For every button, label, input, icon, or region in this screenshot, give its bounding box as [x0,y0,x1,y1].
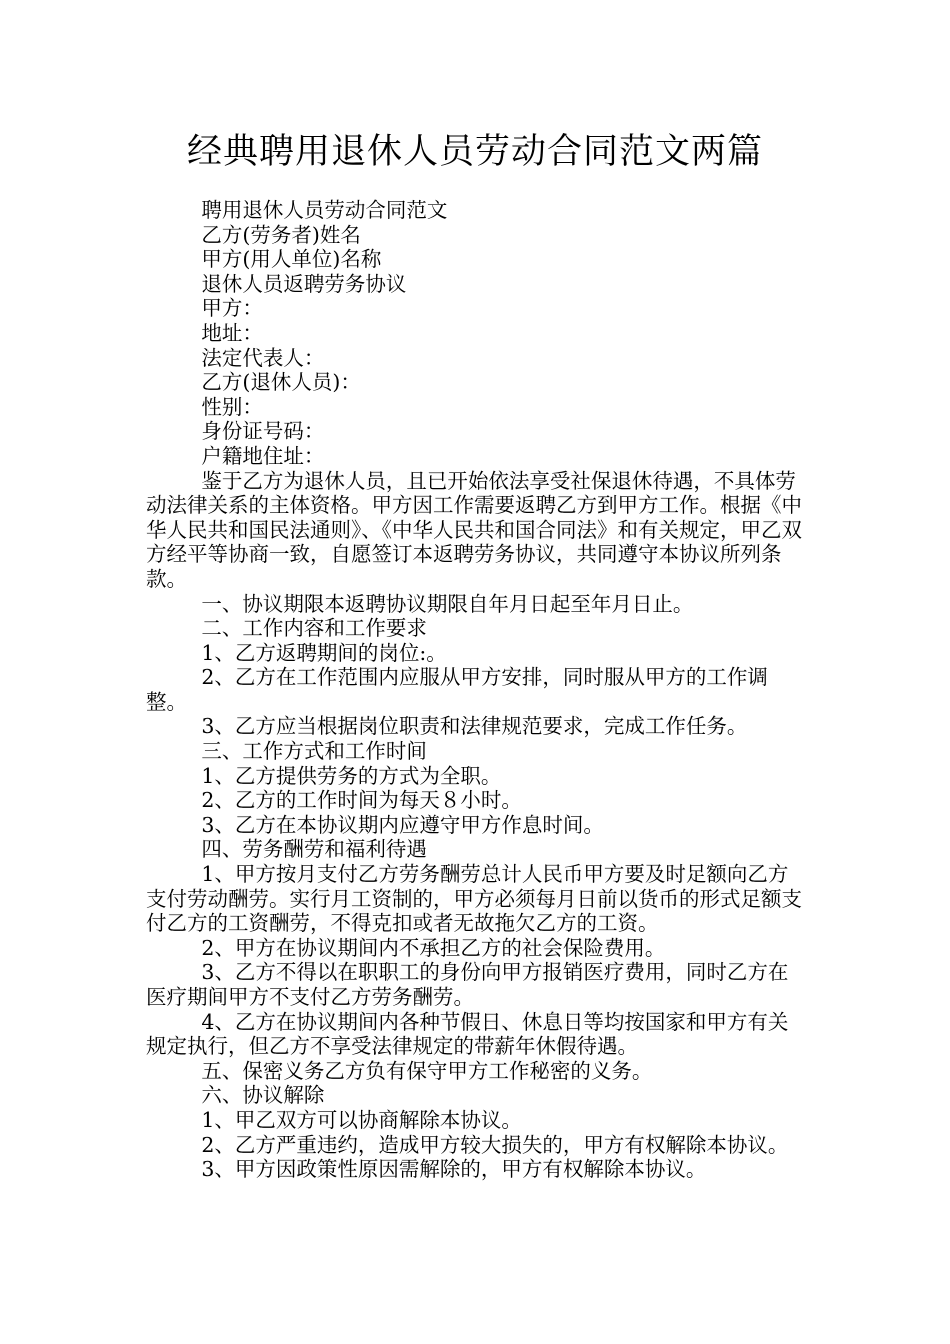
paragraph-section-6-heading: 六、协议解除 [201,1083,325,1108]
paragraph-section-4-item-3: 3、乙方不得以在职职工的身份向甲方报销医疗费用，同时乙方在医疗期间甲方不支付乙方劳务酬劳。 [146,960,789,1009]
paragraph-section-4-item-2: 2、甲方在协议期间内不承担乙方的社会保险费用。 [201,935,666,960]
paragraph-section-2-item-2: 2、乙方在工作范围内应服从甲方安排，同时服从甲方的工作调整。 [146,665,768,714]
paragraph-section-2-heading: 二、工作内容和工作要求 [201,616,427,641]
document-body [146,198,808,1182]
paragraph-section-1: 一、协议期限本返聘协议期限自年月日起至年月日止。 [201,591,694,616]
paragraph-section-3-heading: 三、工作方式和工作时间 [201,739,427,764]
paragraph-section-6-item-1: 1、甲乙双方可以协商解除本协议。 [201,1107,522,1132]
paragraph-section-3-item-1: 1、乙方提供劳务的方式为全职。 [201,763,502,788]
paragraph-section-6-item-2: 2、乙方严重违约，造成甲方较大损失的，甲方有权解除本协议。 [201,1132,789,1157]
paragraph-party-a: 甲方： [201,296,263,321]
paragraph-party-b-name: 乙方(劳务者)姓名 [201,222,361,247]
paragraph-preamble: 鉴于乙方为退休人员，且已开始依法享受社保退休待遇，不具体劳动法律关系的主体资格。甲方因工作需要返聘乙方到甲方工作。根据《中华人民共和国民法通则》、《中华人民共和国合同法》和有关规定，甲乙双方经平等协商一致，自愿签订本返聘劳务协议，共同遵守本协议所列条款。 [146,468,802,591]
paragraph-section-2-item-1: 1、乙方返聘期间的岗位:。 [201,640,447,665]
paragraph-gender: 性别： [201,394,263,419]
document-title: 经典聘用退休人员劳动合同范文两篇 [186,132,763,172]
paragraph-section-5: 五、保密义务乙方负有保守甲方工作秘密的义务。 [201,1058,653,1083]
paragraph-party-a-name: 甲方(用人单位)名称 [201,247,382,272]
paragraph-section-2-item-3: 3、乙方应当根据岗位职责和法律规范要求，完成工作任务。 [201,714,748,739]
paragraph-section-3-item-2: 2、乙方的工作时间为每天８小时。 [201,788,522,813]
paragraph-party-b: 乙方(退休人员)： [201,370,361,395]
paragraph-section-6-item-3: 3、甲方因政策性原因需解除的，甲方有权解除本协议。 [201,1157,707,1182]
paragraph-agreement-title: 退休人员返聘劳务协议 [201,271,407,296]
paragraph-section-3-item-3: 3、乙方在本协议期内应遵守甲方作息时间。 [201,812,604,837]
paragraph-section-4-item-1: 1、甲方按月支付乙方劳务酬劳总计人民币甲方要及时足额向乙方支付劳动酬劳。实行月工资制的，甲方必须每月日前以货币的形式足额支付乙方的工资酬劳，不得克扣或者无故拖欠乙方的工资。 [146,862,802,936]
paragraph-subtitle: 聘用退休人员劳动合同范文 [201,198,448,222]
paragraph-legal-representative: 法定代表人： [201,345,325,370]
paragraph-household-address: 户籍地住址： [201,443,325,468]
paragraph-id-number: 身份证号码： [201,419,325,444]
paragraph-address: 地址： [201,320,263,345]
paragraph-section-4-heading: 四、劳务酬劳和福利待遇 [201,837,427,862]
paragraph-section-4-item-4: 4、乙方在协议期间内各种节假日、休息日等均按国家和甲方有关规定执行，但乙方不享受法律规定的带薪年休假待遇。 [146,1009,789,1059]
